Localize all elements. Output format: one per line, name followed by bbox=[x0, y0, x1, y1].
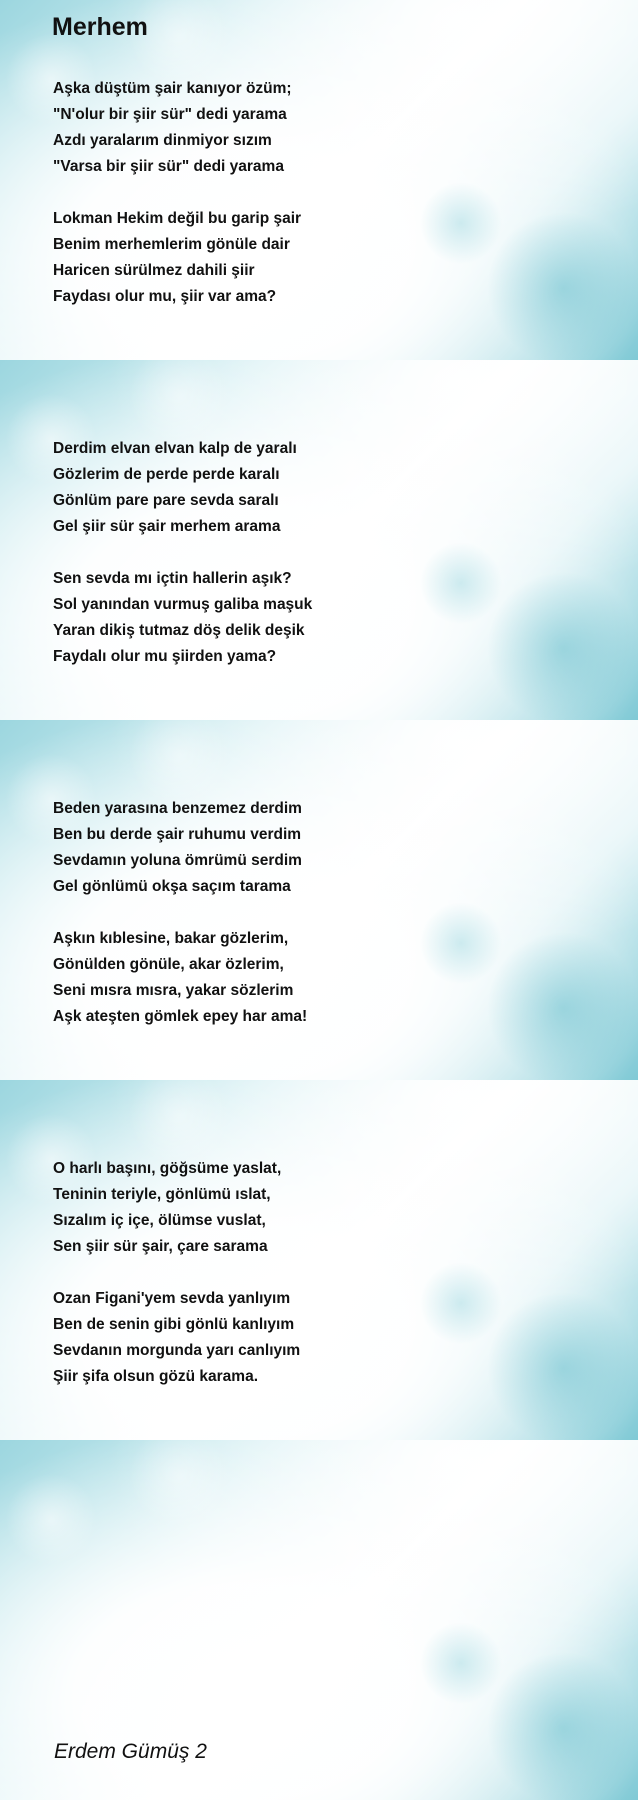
poem-line: Sen sevda mı içtin hallerin aşık? bbox=[53, 570, 292, 587]
stanza bbox=[53, 796, 302, 900]
poem-line: Sen şiir sür şair, çare sarama bbox=[53, 1238, 268, 1255]
poem-line: Gönülden gönüle, akar özlerim, bbox=[53, 956, 284, 973]
poem-line: Benim merhemlerim gönüle dair bbox=[53, 236, 290, 253]
stanza bbox=[53, 1286, 300, 1390]
stanza bbox=[53, 206, 301, 310]
poem-line: Faydası olur mu, şiir var ama? bbox=[53, 288, 277, 305]
poem-line: Aşka düştüm şair kanıyor özüm; bbox=[53, 80, 292, 97]
stanza bbox=[53, 926, 307, 1030]
poem-line: Gözlerim de perde perde karalı bbox=[53, 466, 280, 483]
poem-line: Aşkın kıblesine, bakar gözlerim, bbox=[53, 930, 289, 947]
poem-line: Sızalım iç içe, ölümse vuslat, bbox=[53, 1212, 266, 1229]
poem-line: Lokman Hekim değil bu garip şair bbox=[53, 210, 302, 227]
poem-line: "Varsa bir şiir sür" dedi yarama bbox=[53, 158, 284, 175]
poem-line: Beden yarasına benzemez derdim bbox=[53, 800, 302, 817]
poem-line: Gönlüm pare pare sevda saralı bbox=[53, 492, 279, 509]
poem-line: Aşk ateşten gömlek epey har ama! bbox=[53, 1008, 308, 1025]
poem-line: Haricen sürülmez dahili şiir bbox=[53, 262, 255, 279]
poem-line: "N'olur bir şiir sür" dedi yarama bbox=[53, 106, 287, 123]
poem-line: Derdim elvan elvan kalp de yaralı bbox=[53, 440, 297, 457]
poem-line: Sevdamın yoluna ömrümü serdim bbox=[53, 852, 302, 869]
poem-line: O harlı başını, göğsüme yaslat, bbox=[53, 1160, 282, 1177]
poem-line: Sol yanından vurmuş galiba maşuk bbox=[53, 596, 313, 613]
stanza bbox=[53, 436, 297, 540]
poem-line: Faydalı olur mu şiirden yama? bbox=[53, 648, 277, 665]
poem-line: Şiir şifa olsun gözü karama. bbox=[53, 1368, 259, 1385]
poem-line: Teninin teriyle, gönlümü ıslat, bbox=[53, 1186, 271, 1203]
poem-line: Ozan Figani'yem sevda yanlıyım bbox=[53, 1290, 291, 1307]
poem-title: Merhem bbox=[52, 13, 148, 41]
poem-line: Azdı yaralarım dinmiyor sızım bbox=[53, 132, 272, 149]
poem-line: Ben de senin gibi gönlü kanlıyım bbox=[53, 1316, 295, 1333]
poem-line: Yaran dikiş tutmaz döş delik deşik bbox=[53, 622, 305, 639]
author-signature: Erdem Gümüş 2 bbox=[54, 1740, 207, 1763]
poem-line: Gel şiir sür şair merhem arama bbox=[53, 518, 281, 535]
stanza bbox=[53, 566, 312, 670]
poem-line: Seni mısra mısra, yakar sözlerim bbox=[53, 982, 294, 999]
stanza bbox=[53, 76, 292, 180]
poem-line: Sevdanın morgunda yarı canlıyım bbox=[53, 1342, 301, 1359]
poem-line: Gel gönlümü okşa saçım tarama bbox=[53, 878, 291, 895]
poem-line: Ben bu derde şair ruhumu verdim bbox=[53, 826, 302, 843]
stanza bbox=[53, 1156, 281, 1260]
